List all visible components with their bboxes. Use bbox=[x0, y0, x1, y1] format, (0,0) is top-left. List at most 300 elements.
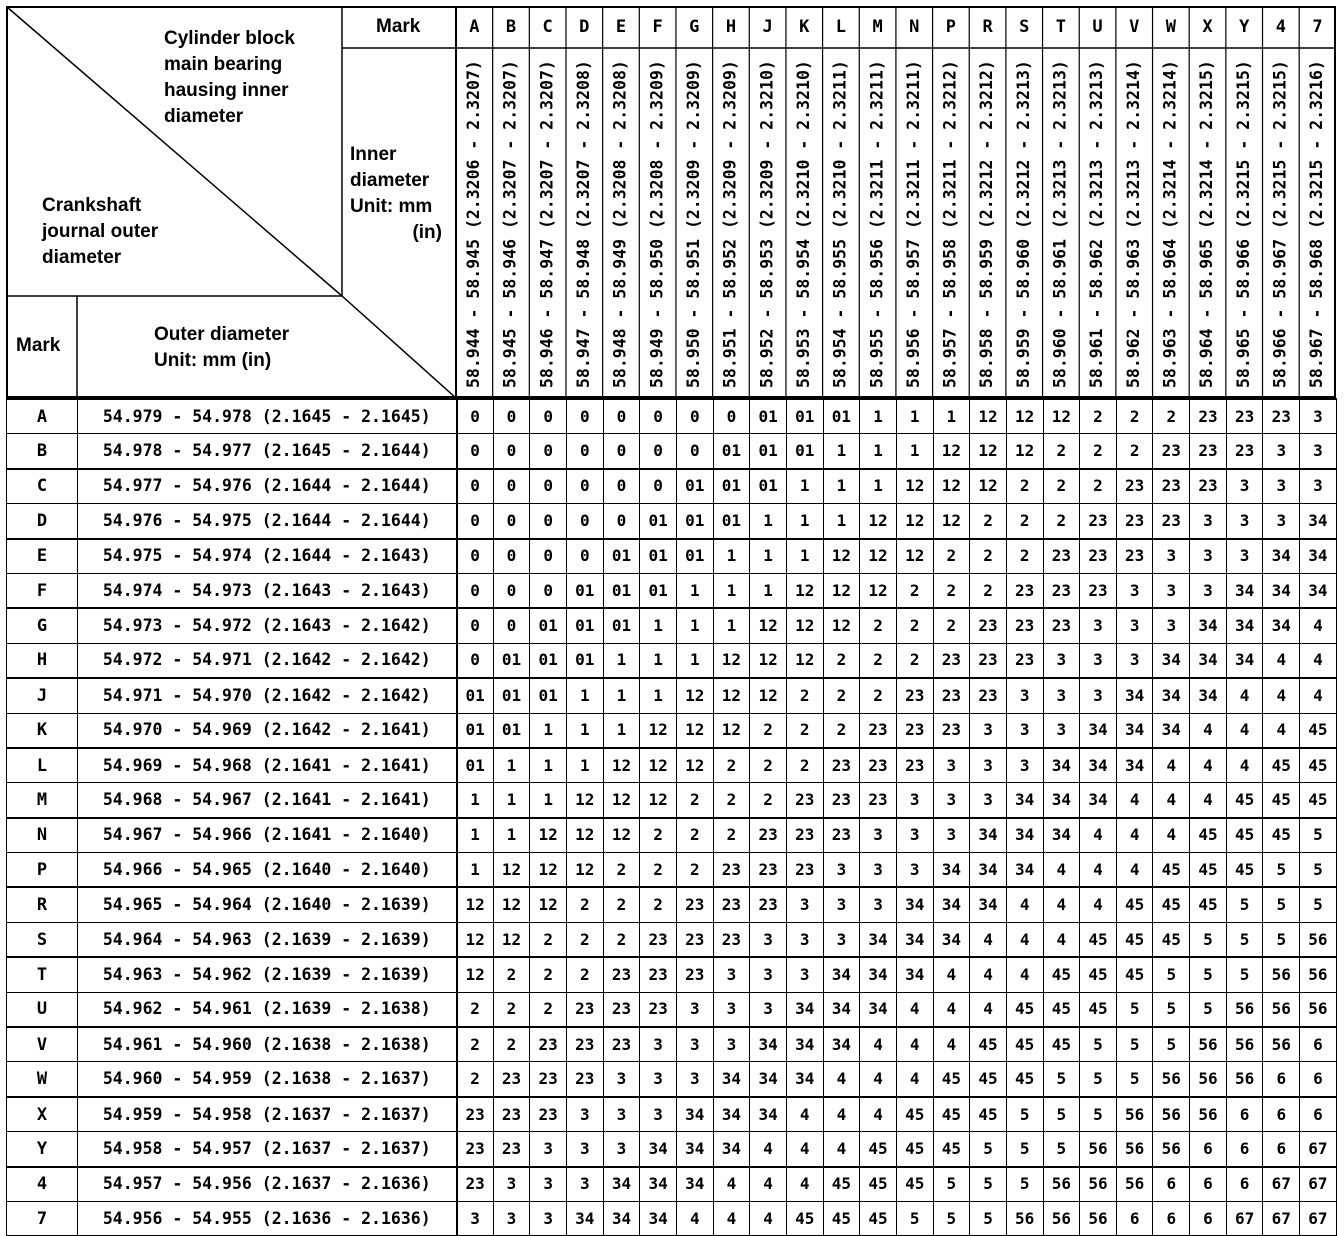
bearing-grade-cell: 12 bbox=[860, 504, 897, 539]
row-outer-diameter: 54.971 - 54.970 (2.1642 - 2.1642) bbox=[78, 678, 457, 713]
bearing-grade-cell: 45 bbox=[1300, 783, 1337, 818]
bearing-grade-cell: 1 bbox=[750, 504, 787, 539]
bearing-grade-cell: 23 bbox=[970, 608, 1007, 643]
bearing-grade-cell: 12 bbox=[640, 713, 677, 748]
bearing-grade-cell: 23 bbox=[530, 1027, 567, 1062]
bearing-grade-cell: 12 bbox=[860, 539, 897, 574]
bearing-grade-cell: 1 bbox=[603, 643, 640, 678]
bearing-grade-cell: 1 bbox=[530, 783, 567, 818]
bearing-grade-cell: 5 bbox=[1226, 957, 1263, 992]
bearing-grade-cell: 1 bbox=[493, 818, 530, 853]
column-inner-diameter-range: 58.954 - 58.955 (2.3210 - 2.3211) bbox=[830, 60, 850, 388]
bearing-grade-cell: 5 bbox=[1116, 1062, 1153, 1097]
bearing-grade-cell: 3 bbox=[640, 1062, 677, 1097]
bearing-grade-cell: 3 bbox=[1043, 713, 1080, 748]
inner-diameter-label: Inner diameter Unit: mm (in) bbox=[350, 144, 442, 243]
bearing-grade-cell: 12 bbox=[603, 783, 640, 818]
column-mark: J bbox=[762, 17, 773, 37]
table-row bbox=[7, 992, 1337, 1027]
table-row bbox=[7, 713, 1337, 748]
bearing-grade-cell: 23 bbox=[1006, 643, 1043, 678]
bearing-grade-cell: 12 bbox=[603, 748, 640, 783]
bearing-grade-cell: 56 bbox=[1300, 922, 1337, 957]
row-mark: G bbox=[7, 608, 78, 643]
bearing-grade-cell: 5 bbox=[1190, 922, 1227, 957]
column-mark: G bbox=[689, 17, 700, 37]
bearing-grade-cell: 3 bbox=[603, 1062, 640, 1097]
row-outer-diameter: 54.962 - 54.961 (2.1639 - 2.1638) bbox=[78, 992, 457, 1027]
column-mark: L bbox=[835, 17, 847, 37]
bearing-grade-cell: 23 bbox=[457, 1167, 494, 1202]
bearing-grade-cell: 23 bbox=[860, 713, 897, 748]
bearing-grade-cell: 34 bbox=[786, 992, 823, 1027]
column-mark: U bbox=[1092, 17, 1103, 37]
bearing-grade-cell: 34 bbox=[823, 957, 860, 992]
bearing-grade-cell: 1 bbox=[750, 573, 787, 608]
bearing-grade-cell: 01 bbox=[603, 539, 640, 574]
row-outer-diameter: 54.966 - 54.965 (2.1640 - 2.1640) bbox=[78, 853, 457, 888]
bearing-grade-cell: 12 bbox=[786, 573, 823, 608]
bearing-grade-cell: 23 bbox=[750, 887, 787, 922]
bearing-grade-cell: 1 bbox=[530, 748, 567, 783]
column-inner-diameter-range: 58.945 - 58.946 (2.3207 - 2.3207) bbox=[500, 60, 520, 388]
bearing-grade-cell: 2 bbox=[970, 573, 1007, 608]
bearing-grade-cell: 23 bbox=[676, 887, 713, 922]
outer-diameter-diagonal-line bbox=[342, 296, 456, 398]
bearing-grade-cell: 4 bbox=[933, 1027, 970, 1062]
bearing-grade-cell: 34 bbox=[1263, 573, 1300, 608]
bearing-grade-cell: 3 bbox=[640, 1097, 677, 1132]
outer-diameter-label: Outer diameter Unit: mm (in) bbox=[154, 324, 290, 371]
bearing-grade-cell: 1 bbox=[860, 469, 897, 504]
row-outer-diameter: 54.965 - 54.964 (2.1640 - 2.1639) bbox=[78, 887, 457, 922]
bearing-grade-cell: 34 bbox=[1300, 539, 1337, 574]
bearing-grade-cell: 67 bbox=[1226, 1201, 1263, 1235]
bearing-grade-cell: 45 bbox=[1190, 887, 1227, 922]
bearing-grade-cell: 12 bbox=[970, 399, 1007, 434]
bearing-grade-cell: 45 bbox=[1116, 922, 1153, 957]
bearing-grade-cell: 4 bbox=[823, 1097, 860, 1132]
bearing-grade-cell: 23 bbox=[1006, 573, 1043, 608]
bearing-grade-cell: 2 bbox=[970, 539, 1007, 574]
bearing-grade-cell: 3 bbox=[1190, 504, 1227, 539]
bearing-grade-cell: 56 bbox=[1043, 1201, 1080, 1235]
bearing-grade-cell: 23 bbox=[1190, 469, 1227, 504]
bearing-grade-cell: 3 bbox=[640, 1027, 677, 1062]
bearing-grade-cell: 1 bbox=[823, 469, 860, 504]
bearing-grade-cell: 4 bbox=[1190, 713, 1227, 748]
bearing-grade-cell: 4 bbox=[1043, 887, 1080, 922]
bearing-grade-cell: 34 bbox=[1190, 678, 1227, 713]
bearing-grade-cell: 0 bbox=[493, 573, 530, 608]
bearing-grade-cell: 01 bbox=[457, 678, 494, 713]
bearing-grade-cell: 12 bbox=[530, 818, 567, 853]
bearing-grade-cell: 4 bbox=[1226, 678, 1263, 713]
bearing-grade-cell: 56 bbox=[1190, 1062, 1227, 1097]
bearing-grade-cell: 23 bbox=[933, 713, 970, 748]
bearing-grade-cell: 3 bbox=[493, 1201, 530, 1235]
bearing-grade-cell: 1 bbox=[457, 783, 494, 818]
table-row bbox=[7, 783, 1337, 818]
bearing-grade-cell: 3 bbox=[676, 1062, 713, 1097]
bearing-grade-cell: 34 bbox=[566, 1201, 603, 1235]
row-outer-diameter: 54.958 - 54.957 (2.1637 - 2.1637) bbox=[78, 1132, 457, 1167]
row-outer-diameter: 54.974 - 54.973 (2.1643 - 2.1643) bbox=[78, 573, 457, 608]
bearing-grade-cell: 56 bbox=[1116, 1167, 1153, 1202]
bearing-grade-cell: 4 bbox=[1300, 608, 1337, 643]
bearing-grade-cell: 12 bbox=[896, 539, 933, 574]
bearing-grade-cell: 3 bbox=[713, 1027, 750, 1062]
row-outer-diameter: 54.959 - 54.958 (2.1637 - 2.1637) bbox=[78, 1097, 457, 1132]
bearing-grade-cell: 34 bbox=[1226, 573, 1263, 608]
bearing-grade-cell: 34 bbox=[640, 1201, 677, 1235]
bearing-grade-cell: 0 bbox=[603, 504, 640, 539]
bearing-grade-cell: 2 bbox=[896, 643, 933, 678]
bearing-grade-cell: 45 bbox=[970, 1097, 1007, 1132]
bearing-grade-cell: 45 bbox=[786, 1201, 823, 1235]
bearing-grade-cell: 01 bbox=[566, 608, 603, 643]
bearing-grade-cell: 2 bbox=[676, 783, 713, 818]
bearing-grade-cell: 3 bbox=[713, 957, 750, 992]
bearing-grade-cell: 56 bbox=[1153, 1062, 1190, 1097]
bearing-grade-cell: 2 bbox=[786, 678, 823, 713]
bearing-grade-cell: 2 bbox=[530, 992, 567, 1027]
bearing-grade-cell: 4 bbox=[1006, 922, 1043, 957]
bearing-grade-cell: 4 bbox=[1153, 818, 1190, 853]
bearing-grade-cell: 23 bbox=[1190, 434, 1227, 469]
bearing-grade-cell: 2 bbox=[786, 748, 823, 783]
column-inner-diameter-range: 58.944 - 58.945 (2.3206 - 2.3207) bbox=[464, 60, 483, 388]
bearing-grade-cell: 5 bbox=[1190, 957, 1227, 992]
bearing-grade-cell: 4 bbox=[750, 1167, 787, 1202]
bearing-grade-cell: 6 bbox=[1226, 1167, 1263, 1202]
bearing-grade-cell: 0 bbox=[566, 434, 603, 469]
bearing-grade-cell: 1 bbox=[457, 818, 494, 853]
bearing-grade-cell: 6 bbox=[1190, 1132, 1227, 1167]
row-mark: C bbox=[7, 469, 78, 504]
bearing-grade-cell: 56 bbox=[1263, 957, 1300, 992]
bearing-grade-cell: 5 bbox=[1300, 853, 1337, 888]
bearing-grade-cell: 12 bbox=[1006, 434, 1043, 469]
bearing-grade-cell: 2 bbox=[713, 748, 750, 783]
bearing-grade-cell: 12 bbox=[530, 887, 567, 922]
bearing-grade-cell: 01 bbox=[713, 469, 750, 504]
bearing-grade-cell: 6 bbox=[1300, 1062, 1337, 1097]
bearing-grade-cell: 3 bbox=[676, 1027, 713, 1062]
bearing-grade-cell: 4 bbox=[713, 1167, 750, 1202]
bearing-grade-cell: 0 bbox=[493, 539, 530, 574]
bearing-grade-cell: 23 bbox=[566, 1027, 603, 1062]
bearing-grade-cell: 23 bbox=[933, 643, 970, 678]
bearing-grade-cell: 1 bbox=[786, 539, 823, 574]
bearing-grade-cell: 1 bbox=[750, 539, 787, 574]
bearing-grade-cell: 23 bbox=[1263, 399, 1300, 434]
column-mark: E bbox=[615, 17, 627, 37]
bearing-grade-cell: 5 bbox=[1153, 992, 1190, 1027]
column-mark: D bbox=[579, 17, 590, 37]
bearing-grade-cell: 45 bbox=[1263, 748, 1300, 783]
bearing-grade-cell: 01 bbox=[566, 643, 603, 678]
bearing-grade-cell: 3 bbox=[1116, 573, 1153, 608]
bearing-grade-cell: 34 bbox=[1006, 853, 1043, 888]
bearing-grade-cell: 34 bbox=[750, 1062, 787, 1097]
bearing-grade-cell: 45 bbox=[1190, 818, 1227, 853]
bearing-grade-cell: 2 bbox=[713, 818, 750, 853]
bearing-grade-cell: 23 bbox=[860, 783, 897, 818]
bearing-grade-cell: 4 bbox=[1043, 922, 1080, 957]
bearing-grade-cell: 6 bbox=[1263, 1062, 1300, 1097]
bearing-grade-cell: 4 bbox=[860, 1027, 897, 1062]
bearing-grade-cell: 0 bbox=[566, 399, 603, 434]
bearing-grade-cell: 12 bbox=[860, 573, 897, 608]
bearing-grade-cell: 2 bbox=[970, 504, 1007, 539]
bearing-grade-cell: 01 bbox=[823, 399, 860, 434]
bearing-grade-cell: 34 bbox=[970, 818, 1007, 853]
column-inner-diameter-range: 58.964 - 58.965 (2.3214 - 2.3215) bbox=[1197, 60, 1217, 388]
bearing-grade-cell: 45 bbox=[896, 1097, 933, 1132]
bearing-grade-cell: 56 bbox=[1300, 992, 1337, 1027]
bearing-grade-cell: 2 bbox=[676, 818, 713, 853]
bearing-grade-cell: 3 bbox=[1190, 573, 1227, 608]
bearing-grade-cell: 34 bbox=[1300, 573, 1337, 608]
bearing-grade-cell: 23 bbox=[713, 922, 750, 957]
bearing-grade-cell: 12 bbox=[970, 434, 1007, 469]
bearing-grade-cell: 0 bbox=[676, 434, 713, 469]
column-mark: V bbox=[1129, 17, 1140, 37]
bearing-grade-cell: 45 bbox=[1190, 853, 1227, 888]
bearing-grade-cell: 0 bbox=[676, 399, 713, 434]
bearing-grade-cell: 34 bbox=[640, 1132, 677, 1167]
bearing-grade-cell: 34 bbox=[1043, 783, 1080, 818]
bearing-grade-cell: 23 bbox=[1226, 399, 1263, 434]
bearing-grade-cell: 45 bbox=[970, 1062, 1007, 1097]
bearing-grade-cell: 23 bbox=[1226, 434, 1263, 469]
bearing-grade-cell: 2 bbox=[1116, 399, 1153, 434]
bearing-grade-cell: 3 bbox=[860, 887, 897, 922]
bearing-grade-cell: 0 bbox=[530, 539, 567, 574]
bearing-grade-cell: 34 bbox=[860, 957, 897, 992]
bearing-grade-cell: 4 bbox=[970, 922, 1007, 957]
bearing-grade-cell: 12 bbox=[823, 608, 860, 643]
bearing-grade-cell: 12 bbox=[750, 643, 787, 678]
bearing-grade-cell: 0 bbox=[457, 643, 494, 678]
bearing-grade-cell: 3 bbox=[603, 1097, 640, 1132]
bearing-grade-cell: 23 bbox=[1153, 469, 1190, 504]
bearing-grade-cell: 2 bbox=[566, 887, 603, 922]
bearing-grade-cell: 3 bbox=[676, 992, 713, 1027]
bearing-grade-cell: 45 bbox=[860, 1132, 897, 1167]
column-mark: 4 bbox=[1275, 17, 1286, 37]
bearing-grade-cell: 45 bbox=[1080, 957, 1117, 992]
bearing-grade-cell: 56 bbox=[1190, 1097, 1227, 1132]
bearing-grade-cell: 01 bbox=[640, 504, 677, 539]
bearing-grade-cell: 1 bbox=[823, 434, 860, 469]
column-inner-diameter-range: 58.957 - 58.958 (2.3211 - 2.3212) bbox=[940, 60, 960, 388]
column-mark: T bbox=[1055, 17, 1066, 37]
bearing-grade-cell: 23 bbox=[566, 1062, 603, 1097]
bearing-grade-cell: 4 bbox=[713, 1201, 750, 1235]
bearing-grade-cell: 12 bbox=[493, 887, 530, 922]
bearing-grade-cell: 6 bbox=[1153, 1201, 1190, 1235]
bearing-grade-cell: 4 bbox=[1190, 748, 1227, 783]
bearing-grade-cell: 1 bbox=[566, 748, 603, 783]
bearing-grade-cell: 3 bbox=[1300, 469, 1337, 504]
bearing-grade-cell: 3 bbox=[1006, 748, 1043, 783]
bearing-grade-cell: 2 bbox=[603, 887, 640, 922]
bearing-grade-cell: 23 bbox=[493, 1097, 530, 1132]
bearing-grade-cell: 4 bbox=[1263, 643, 1300, 678]
row-outer-diameter: 54.969 - 54.968 (2.1641 - 2.1641) bbox=[78, 748, 457, 783]
bearing-grade-cell: 5 bbox=[1300, 818, 1337, 853]
bearing-grade-cell: 56 bbox=[1263, 992, 1300, 1027]
bearing-grade-cell: 4 bbox=[786, 1097, 823, 1132]
bearing-grade-cell: 3 bbox=[970, 748, 1007, 783]
bearing-grade-cell: 1 bbox=[713, 573, 750, 608]
row-mark: J bbox=[7, 678, 78, 713]
bearing-grade-cell: 01 bbox=[457, 748, 494, 783]
row-outer-diameter: 54.964 - 54.963 (2.1639 - 2.1639) bbox=[78, 922, 457, 957]
bearing-grade-cell: 12 bbox=[713, 643, 750, 678]
row-mark: 4 bbox=[7, 1167, 78, 1202]
bearing-grade-cell: 45 bbox=[1116, 957, 1153, 992]
bearing-grade-cell: 56 bbox=[1006, 1201, 1043, 1235]
bearing-grade-cell: 56 bbox=[1080, 1167, 1117, 1202]
bearing-grade-cell: 12 bbox=[823, 539, 860, 574]
row-mark: H bbox=[7, 643, 78, 678]
bearing-grade-cell: 45 bbox=[896, 1132, 933, 1167]
bearing-grade-cell: 12 bbox=[933, 504, 970, 539]
bearing-grade-cell: 1 bbox=[603, 713, 640, 748]
bearing-grade-cell: 1 bbox=[933, 399, 970, 434]
bearing-grade-cell: 5 bbox=[1006, 1167, 1043, 1202]
bearing-grade-cell: 34 bbox=[896, 922, 933, 957]
bearing-grade-cell: 0 bbox=[566, 504, 603, 539]
bearing-grade-cell: 01 bbox=[713, 504, 750, 539]
bearing-grade-cell: 2 bbox=[1116, 434, 1153, 469]
column-inner-diameter-range: 58.960 - 58.961 (2.3213 - 2.3213) bbox=[1050, 60, 1070, 388]
column-inner-diameter-range: 58.947 - 58.948 (2.3207 - 2.3208) bbox=[573, 60, 593, 388]
bearing-grade-cell: 34 bbox=[933, 853, 970, 888]
bearing-grade-cell: 4 bbox=[823, 1062, 860, 1097]
bearing-grade-cell: 67 bbox=[1300, 1167, 1337, 1202]
bearing-grade-cell: 2 bbox=[640, 853, 677, 888]
table-row bbox=[7, 1097, 1337, 1132]
bearing-grade-cell: 34 bbox=[823, 1027, 860, 1062]
bearing-grade-cell: 23 bbox=[457, 1097, 494, 1132]
bearing-grade-cell: 23 bbox=[1080, 504, 1117, 539]
bearing-grade-cell: 3 bbox=[750, 992, 787, 1027]
bearing-grade-cell: 2 bbox=[860, 643, 897, 678]
bearing-grade-cell: 4 bbox=[786, 1167, 823, 1202]
bearing-grade-cell: 0 bbox=[603, 469, 640, 504]
bearing-grade-cell: 3 bbox=[823, 922, 860, 957]
bearing-grade-cell: 12 bbox=[713, 678, 750, 713]
bearing-grade-cell: 23 bbox=[970, 678, 1007, 713]
bearing-grade-cell: 0 bbox=[530, 573, 567, 608]
bearing-grade-cell: 34 bbox=[676, 1097, 713, 1132]
bearing-grade-cell: 56 bbox=[1226, 992, 1263, 1027]
bearing-grade-cell: 0 bbox=[530, 504, 567, 539]
bearing-grade-cell: 01 bbox=[493, 713, 530, 748]
row-outer-diameter: 54.960 - 54.959 (2.1638 - 2.1637) bbox=[78, 1062, 457, 1097]
bearing-grade-cell: 1 bbox=[860, 399, 897, 434]
bearing-grade-cell: 2 bbox=[603, 853, 640, 888]
bearing-grade-cell: 2 bbox=[860, 608, 897, 643]
row-mark: B bbox=[7, 434, 78, 469]
bearing-grade-cell: 5 bbox=[1080, 1027, 1117, 1062]
bearing-grade-cell: 45 bbox=[1043, 957, 1080, 992]
bearing-grade-cell: 5 bbox=[1263, 853, 1300, 888]
column-inner-diameter-range: 58.965 - 58.966 (2.3215 - 2.3215) bbox=[1233, 60, 1253, 388]
bearing-grade-cell: 4 bbox=[1263, 678, 1300, 713]
crankshaft-label: Crankshaft journal outer diameter bbox=[42, 195, 159, 268]
bearing-grade-cell: 23 bbox=[750, 853, 787, 888]
bearing-grade-cell: 34 bbox=[1226, 643, 1263, 678]
table-row bbox=[7, 1027, 1337, 1062]
bearing-grade-cell: 3 bbox=[1080, 678, 1117, 713]
bearing-grade-cell: 23 bbox=[1116, 469, 1153, 504]
table-row bbox=[7, 922, 1337, 957]
bearing-grade-cell: 3 bbox=[1263, 469, 1300, 504]
bearing-grade-cell: 3 bbox=[823, 887, 860, 922]
bearing-grade-cell: 3 bbox=[1006, 713, 1043, 748]
bearing-grade-cell: 45 bbox=[823, 1167, 860, 1202]
bearing-grade-cell: 34 bbox=[713, 1097, 750, 1132]
bearing-grade-cell: 0 bbox=[457, 539, 494, 574]
bearing-grade-cell: 6 bbox=[1263, 1132, 1300, 1167]
bearing-grade-cell: 1 bbox=[676, 608, 713, 643]
column-inner-diameter-range: 58.952 - 58.953 (2.3209 - 2.3210) bbox=[757, 60, 777, 388]
bearing-grade-cell: 5 bbox=[1116, 1027, 1153, 1062]
bearing-grade-cell: 34 bbox=[603, 1167, 640, 1202]
bearing-grade-cell: 45 bbox=[1226, 853, 1263, 888]
bearing-grade-cell: 3 bbox=[970, 713, 1007, 748]
bearing-grade-cell: 34 bbox=[933, 922, 970, 957]
column-inner-diameter-range: 58.961 - 58.962 (2.3213 - 2.3213) bbox=[1087, 60, 1107, 388]
bearing-grade-cell: 01 bbox=[676, 469, 713, 504]
bearing-grade-cell: 5 bbox=[1153, 957, 1190, 992]
row-outer-diameter: 54.973 - 54.972 (2.1643 - 2.1642) bbox=[78, 608, 457, 643]
bearing-grade-cell: 2 bbox=[530, 957, 567, 992]
bearing-grade-cell: 01 bbox=[676, 539, 713, 574]
bearing-grade-cell: 45 bbox=[1116, 887, 1153, 922]
table-row bbox=[7, 818, 1337, 853]
row-mark: N bbox=[7, 818, 78, 853]
bearing-grade-cell: 23 bbox=[1043, 573, 1080, 608]
bearing-grade-cell: 56 bbox=[1080, 1132, 1117, 1167]
bearing-grade-cell: 3 bbox=[786, 957, 823, 992]
bearing-grade-cell: 2 bbox=[1006, 539, 1043, 574]
bearing-selection-table bbox=[6, 6, 1336, 1229]
bearing-grade-cell: 12 bbox=[896, 504, 933, 539]
bearing-grade-cell: 34 bbox=[786, 1062, 823, 1097]
bearing-grade-cell: 23 bbox=[896, 748, 933, 783]
bearing-grade-cell: 2 bbox=[1043, 504, 1080, 539]
bearing-grade-cell: 56 bbox=[1116, 1132, 1153, 1167]
bearing-grade-cell: 0 bbox=[457, 608, 494, 643]
row-mark: E bbox=[7, 539, 78, 574]
bearing-grade-cell: 12 bbox=[493, 922, 530, 957]
bearing-grade-cell: 12 bbox=[1043, 399, 1080, 434]
bearing-grade-cell: 0 bbox=[493, 469, 530, 504]
bearing-grade-cell: 23 bbox=[676, 957, 713, 992]
bearing-grade-cell: 2 bbox=[1043, 469, 1080, 504]
bearing-grade-cell: 23 bbox=[750, 818, 787, 853]
bearing-grade-cell: 6 bbox=[1226, 1132, 1263, 1167]
row-outer-diameter: 54.977 - 54.976 (2.1644 - 2.1644) bbox=[78, 469, 457, 504]
bearing-grade-cell: 4 bbox=[1080, 853, 1117, 888]
bearing-grade-cell: 3 bbox=[896, 783, 933, 818]
